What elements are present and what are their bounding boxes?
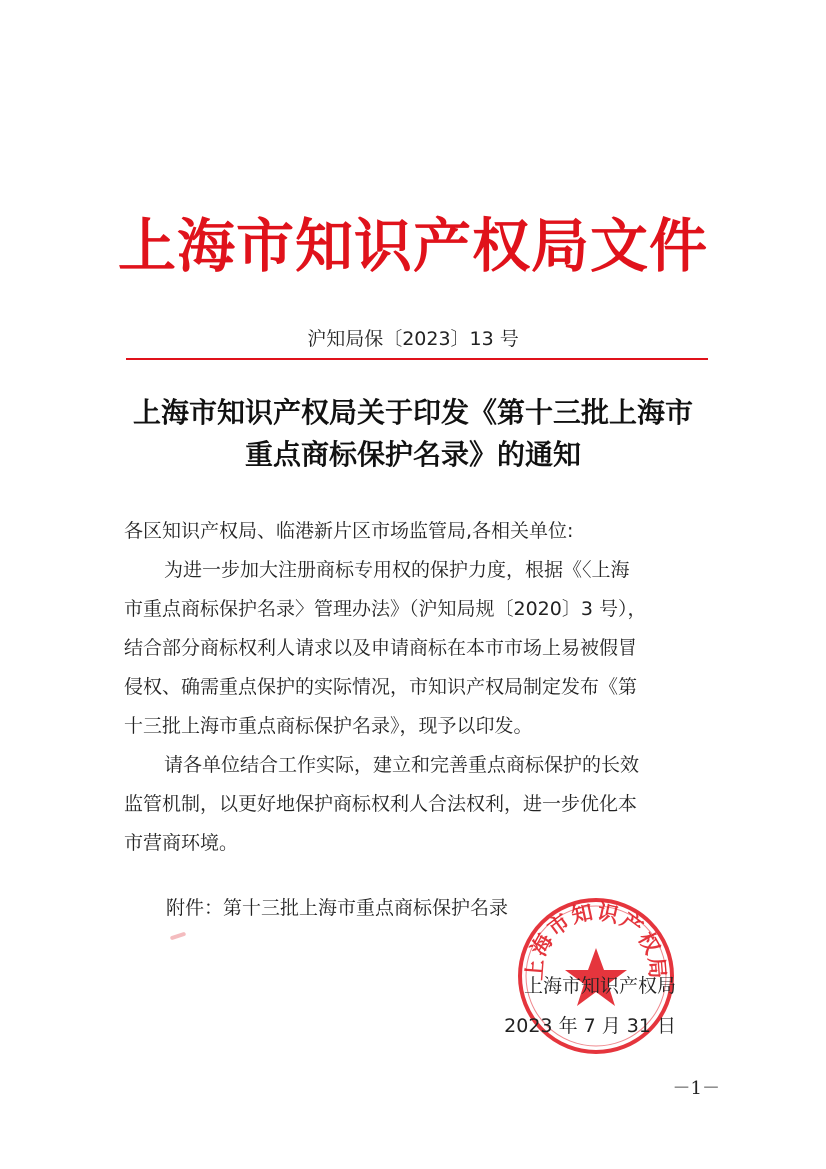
attachment-note: 附件：第十三批上海市重点商标保护名录 [166,897,509,919]
red-divider-line [126,358,708,360]
addressee: 各区知识产权局、临港新片区市场监管局,各相关单位: [124,520,574,542]
paragraph-1-line: 为进一步加大注册商标专用权的保护力度，根据《〈上海 [164,559,630,581]
notice-title-line-1: 上海市知识产权局关于印发《第十三批上海市 [132,396,693,429]
seal-text: 上海市知识产权局 [521,898,671,982]
document-number: 沪知局保〔2023〕13 号 [307,328,519,350]
notice-body [124,512,724,863]
paragraph-2-line: 监管机制，以更好地保护商标权利人合法权利，进一步优化本 [124,793,638,815]
paragraph-2-line: 市营商环境。 [124,832,239,854]
paragraph-2-line: 请各单位结合工作实际，建立和完善重点商标保护的长效 [164,754,640,776]
signature-org: 上海市知识产权局 [523,975,676,997]
signature-date: 2023 年 7 月 31 日 [504,1015,676,1037]
paragraph-1-line: 侵权、确需重点保护的实际情况，市知识产权局制定发布《第 [124,676,638,698]
paragraph-1-line: 市重点商标保护名录〉管理办法》（沪知局规〔2020〕3 号）， [124,598,647,620]
ink-speck [170,932,186,941]
paragraph-2 [124,746,724,863]
notice-title-line-2: 重点商标保护名录》的通知 [244,438,581,471]
notice-title [100,392,726,476]
signature-block [450,966,676,1046]
paragraph-1-line: 结合部分商标权利人请求以及申请商标在本市市场上易被假冒 [124,637,638,659]
page-number: －1－ [672,1078,720,1099]
paragraph-1 [124,551,724,746]
paragraph-1-line: 十三批上海市重点商标保护名录》，现予以印发。 [124,715,533,737]
masthead-title: 上海市知识产权局文件 [117,212,708,280]
